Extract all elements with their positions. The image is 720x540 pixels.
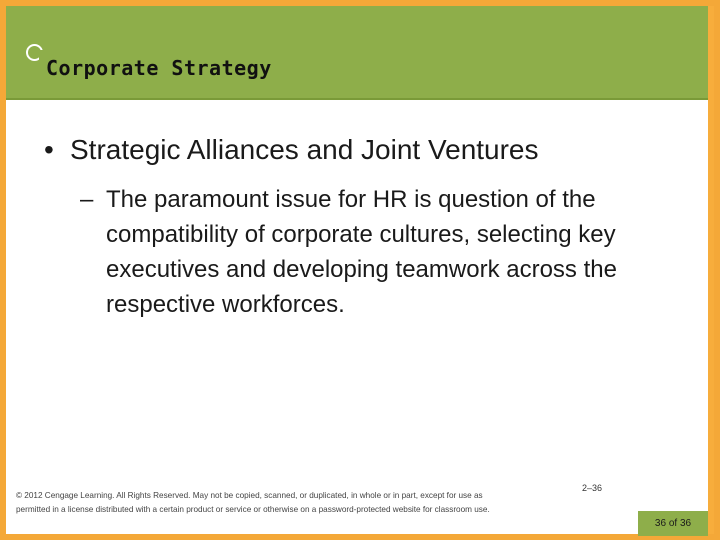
- page-counter: [638, 511, 708, 536]
- sub-bullet-item: [80, 182, 690, 322]
- bullet-item: [44, 134, 539, 166]
- slide-title: Corporate Strategy: [46, 56, 272, 80]
- slide: [6, 6, 714, 534]
- copyright-line-1: © 2012 Cengage Learning. All Rights Reserved. May not be copied, scanned, or duplicated, in whole or in part, except for use as: [16, 491, 483, 500]
- title-bar: [6, 6, 708, 100]
- page-counter-text: 36 of 36: [654, 518, 692, 529]
- circle-icon: [26, 44, 43, 61]
- bullet-text: Strategic Alliances and Joint Ventures: [70, 134, 539, 165]
- sub-bullet-marker: –: [80, 186, 94, 213]
- copyright-footer: [16, 489, 556, 517]
- title-bar-divider: [6, 98, 708, 100]
- bullet-marker: •: [44, 134, 54, 165]
- sub-bullet-text: The paramount issue for HR is question of the compatibility of corporate cultures, selecting key executives and developing teamwork across the respective workforces.: [106, 186, 617, 318]
- page-reference: 2–36: [582, 483, 603, 493]
- copyright-line-2: permitted in a license distributed with a certain product or service or otherwise on a password-protected website for classroom use.: [16, 505, 490, 514]
